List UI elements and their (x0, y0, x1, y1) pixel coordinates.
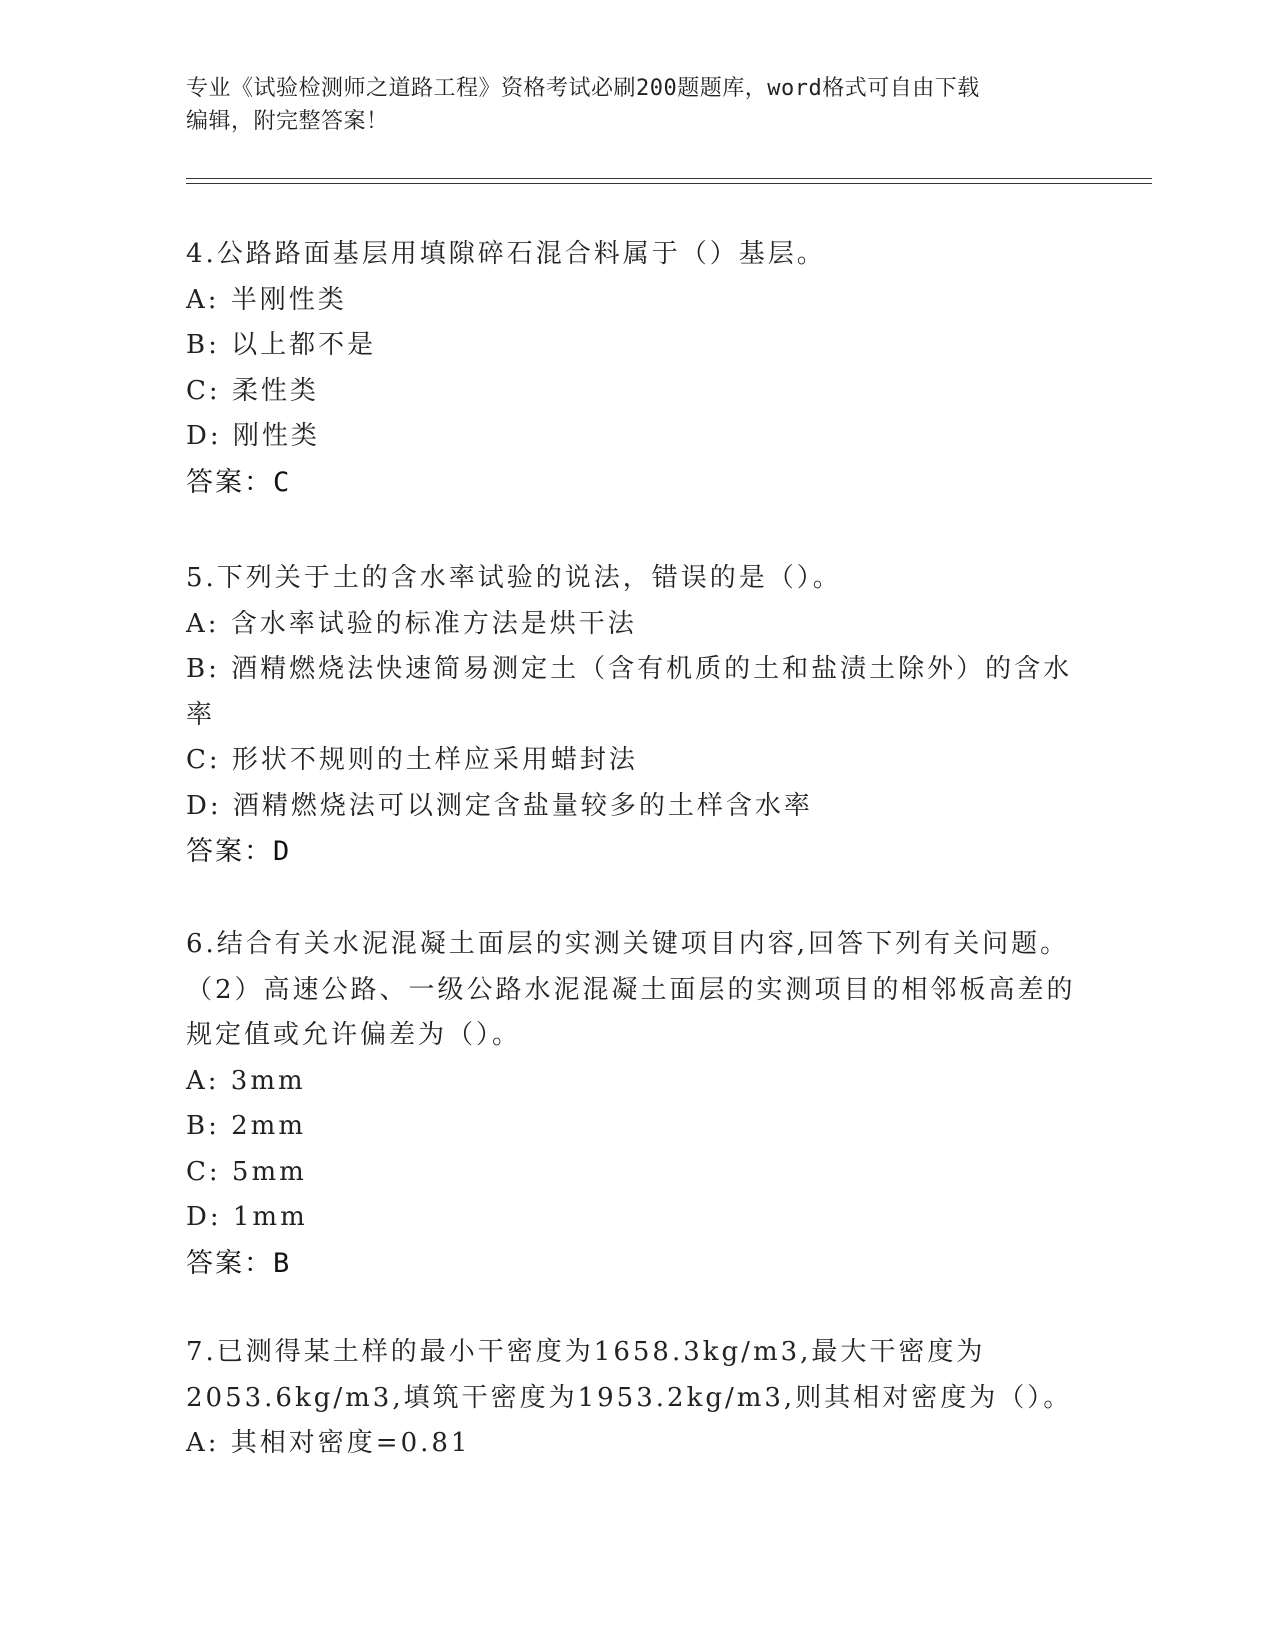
option-b-continuation: 率 (186, 699, 216, 730)
answer: 答案：C (186, 466, 292, 498)
header-divider-top (186, 178, 1152, 179)
question-7 (186, 1330, 1086, 1467)
question-6 (186, 922, 1086, 1286)
option-a: A: 其相对密度=0.81 (186, 1428, 471, 1458)
answer: 答案：D (186, 836, 292, 867)
option-d: D: 1mm (186, 1202, 308, 1232)
option-b: B: 以上都不是 (186, 330, 377, 360)
option-a: A: 3mm (186, 1065, 306, 1096)
option-d: D: 酒精燃烧法可以测定含盐量较多的土样含水率 (186, 790, 813, 821)
header-title-line-1: 专业《试验检测师之道路工程》资格考试必刷200题题库，word格式可自由下载 (186, 76, 980, 101)
option-c: C: 形状不规则的土样应采用蜡封法 (186, 745, 638, 775)
question-text: 7.已测得某土样的最小干密度为1658.3kg/m3,最大干密度为 (186, 1337, 986, 1367)
answer: 答案：B (186, 1247, 292, 1279)
option-a: A: 含水率试验的标准方法是烘干法 (186, 608, 637, 639)
header-divider-bottom (186, 183, 1152, 184)
document-header (186, 72, 1076, 138)
option-b: B: 酒精燃烧法快速简易测定土（含有机质的土和盐渍土除外）的含水 (186, 654, 1073, 684)
question-text: 5.下列关于土的含水率试验的说法，错误的是（）。 (186, 563, 842, 593)
option-d: D: 刚性类 (186, 421, 320, 451)
option-b: B: 2mm (186, 1111, 306, 1141)
question-text-line-3: 规定值或允许偏差为（）。 (186, 1020, 522, 1050)
question-text: 6.结合有关水泥混凝土面层的实测关键项目内容,回答下列有关问题。 (186, 929, 1070, 959)
option-a: A: 半刚性类 (186, 284, 347, 315)
question-5 (186, 556, 1086, 875)
question-text: 4.公路路面基层用填隙碎石混合料属于（）基层。 (186, 239, 826, 269)
option-c: C: 柔性类 (186, 375, 319, 406)
option-c: C: 5mm (186, 1156, 307, 1187)
question-text-line-2: 2053.6kg/m3,填筑干密度为1953.2kg/m3,则其相对密度为（）。 (186, 1382, 1073, 1413)
header-title-line-2: 编辑，附完整答案！ (186, 109, 389, 134)
question-text-line-2: （2）高速公路、一级公路水泥混凝土面层的实测项目的相邻板高差的 (186, 974, 1076, 1005)
question-4 (186, 232, 1086, 505)
